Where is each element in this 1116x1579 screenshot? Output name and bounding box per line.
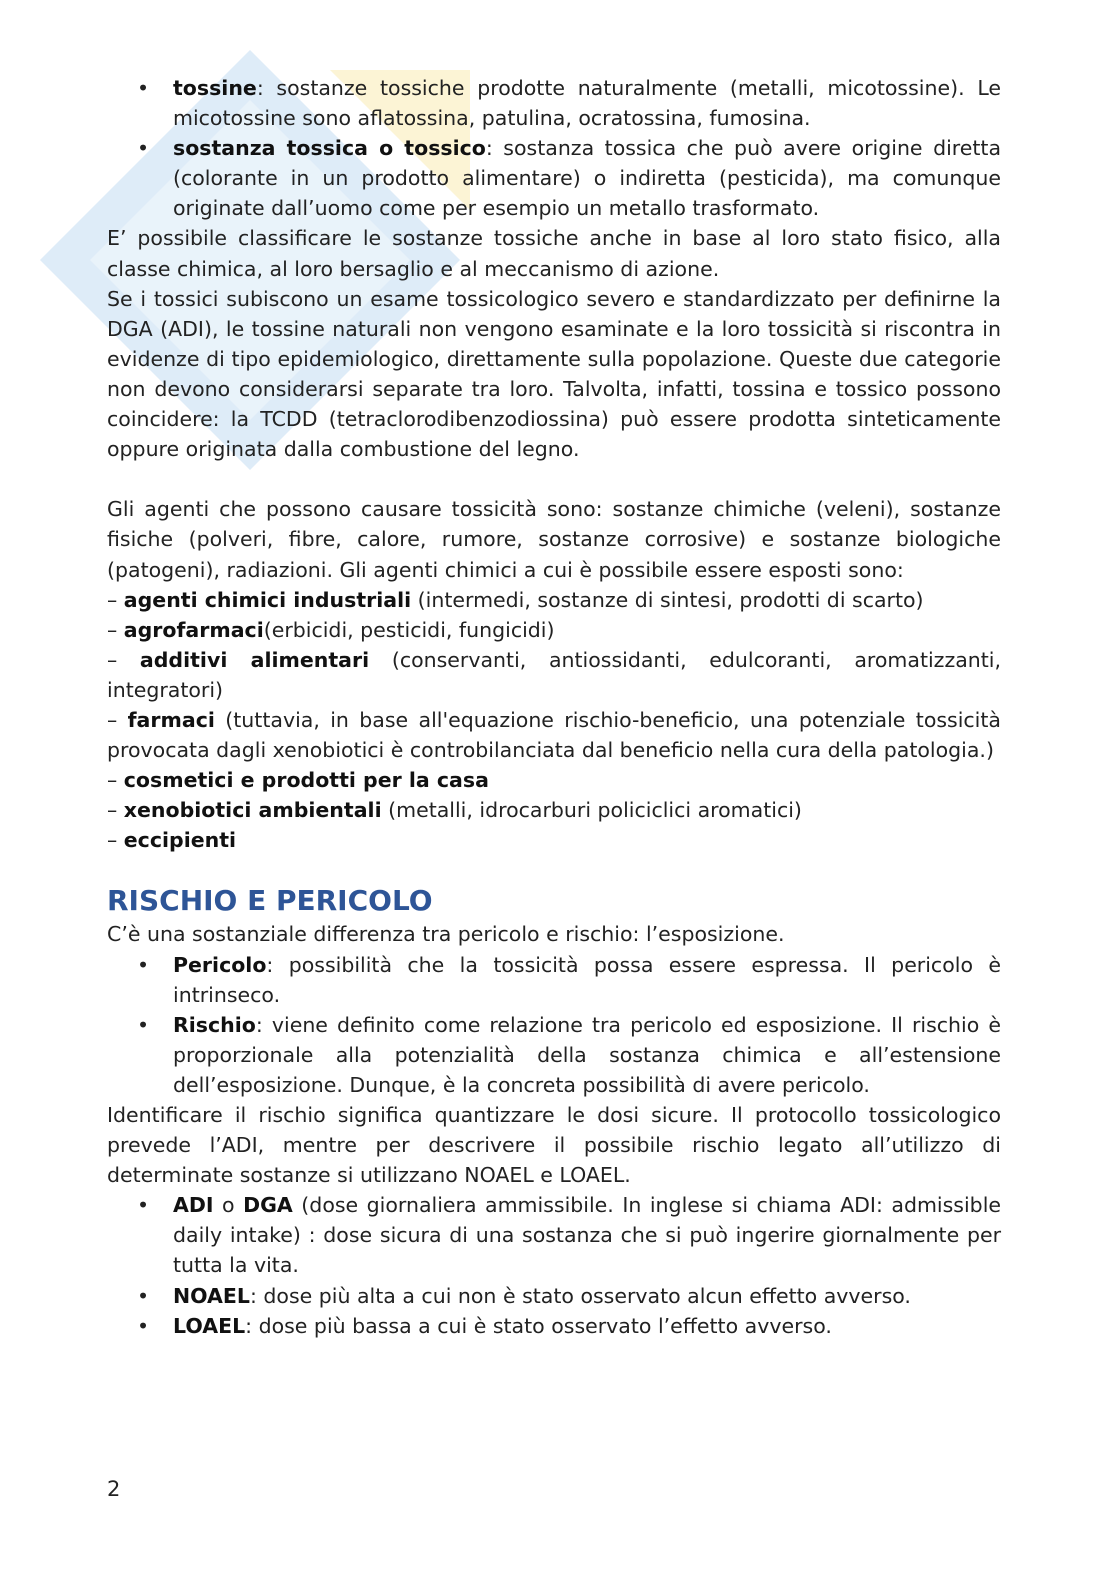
- list-item: • sostanza tossica o tossico: sostanza tossica che può avere origine diretta (colorante in un prodotto alimentare) o indiretta (pesticida), ma comunque originate dall’uomo come per esempio un metallo trasformato.: [173, 133, 1001, 223]
- list-item: – additivi alimentari (conservanti, antiossidanti, edulcoranti, aromatizzanti, integratori): [107, 647, 1002, 702]
- list-item: • ADI o DGA (dose giornaliera ammissibile. In inglese si chiama ADI: admissible daily intake) : dose sicura di una sostanza che si può ingerire giornalmente per tutta la vita.: [173, 1190, 1001, 1280]
- section-heading: RISCHIO E PERICOLO: [107, 884, 433, 918]
- list-item: – agrofarmaci(erbicidi, pesticidi, fungicidi): [107, 617, 555, 642]
- risk-hazard-list: [107, 950, 1001, 1100]
- list-item: • Rischio: viene definito come relazione tra pericolo ed esposizione. Il rischio è proporzionale alla potenzialità della sostanza chimica e all’estensione dell’esposizione. Dunque, è la concreta possibilità di avere pericolo.: [173, 1010, 1001, 1100]
- list-item: • LOAEL: dose più bassa a cui è stato osservato l’effetto avverso.: [173, 1311, 1001, 1341]
- paragraph: E’ possibile classificare le sostanze tossiche anche in base al loro stato fisico, alla classe chimica, al loro bersaglio e al meccanismo di azione.: [107, 226, 1001, 281]
- list-item: – agenti chimici industriali (intermedi, sostanze di sintesi, prodotti di scarto): [107, 587, 924, 612]
- list-item: • Pericolo: possibilità che la tossicità possa essere espressa. Il pericolo è intrinseco.: [173, 950, 1001, 1010]
- term: sostanza tossica o tossico: [173, 136, 486, 161]
- paragraph: Se i tossici subiscono un esame tossicologico severo e standardizzato per definirne la DGA (ADI), le tossine naturali non vengono esaminate e la loro tossicità si riscontra in evidenze di tipo epidemiologico, direttamente sulla popolazione. Queste due categorie non devono considerarsi separate tra loro. Talvolta, infatti, tossina e tossico possono coincidere: la TCDD (tetraclorodibenzodiossina) può essere prodotta sinteticamente oppure originata dalla combustione del legno.: [107, 286, 1001, 462]
- list-item: – farmaci (tuttavia, in base all'equazione rischio-beneficio, una potenziale tossicità provocata dagli xenobiotici è controbilanciata dal beneficio nella cura della patologia.): [107, 707, 1001, 763]
- page-number: 2: [107, 1477, 121, 1501]
- list-item: – cosmetici e prodotti per la casa: [107, 768, 489, 793]
- document-body: [107, 73, 1001, 1341]
- dose-definitions-list: [107, 1190, 1001, 1340]
- list-item: • tossine: sostanze tossiche prodotte naturalmente (metalli, micotossine). Le micotossine sono aflatossina, patulina, ocratossina, fumosina.: [173, 73, 1001, 133]
- term: tossine: [173, 76, 257, 100]
- paragraph: C’è una sostanziale differenza tra pericolo e rischio: l’esposizione.: [107, 922, 785, 947]
- toxin-definitions-list: [107, 73, 1001, 223]
- paragraph: Gli agenti che possono causare tossicità sono: sostanze chimiche (veleni), sostanze fisiche (polveri, fibre, calore, rumore, sostanze corrosive) e sostanze biologiche (patogeni), radiazioni. Gli agenti chimici a cui è possibile essere esposti sono:: [107, 497, 1001, 582]
- list-item: – xenobiotici ambientali (metalli, idrocarburi policiclici aromatici): [107, 798, 802, 823]
- list-item: – eccipienti: [107, 828, 237, 853]
- paragraph: Identificare il rischio significa quantizzare le dosi sicure. Il protocollo tossicologico prevede l’ADI, mentre per descrivere il possibile rischio legato all’utilizzo di determinate sostanze si utilizzano NOAEL e LOAEL.: [107, 1103, 1001, 1188]
- agents-list: [107, 585, 1001, 856]
- list-item: • NOAEL: dose più alta a cui non è stato osservato alcun effetto avverso.: [173, 1281, 1001, 1311]
